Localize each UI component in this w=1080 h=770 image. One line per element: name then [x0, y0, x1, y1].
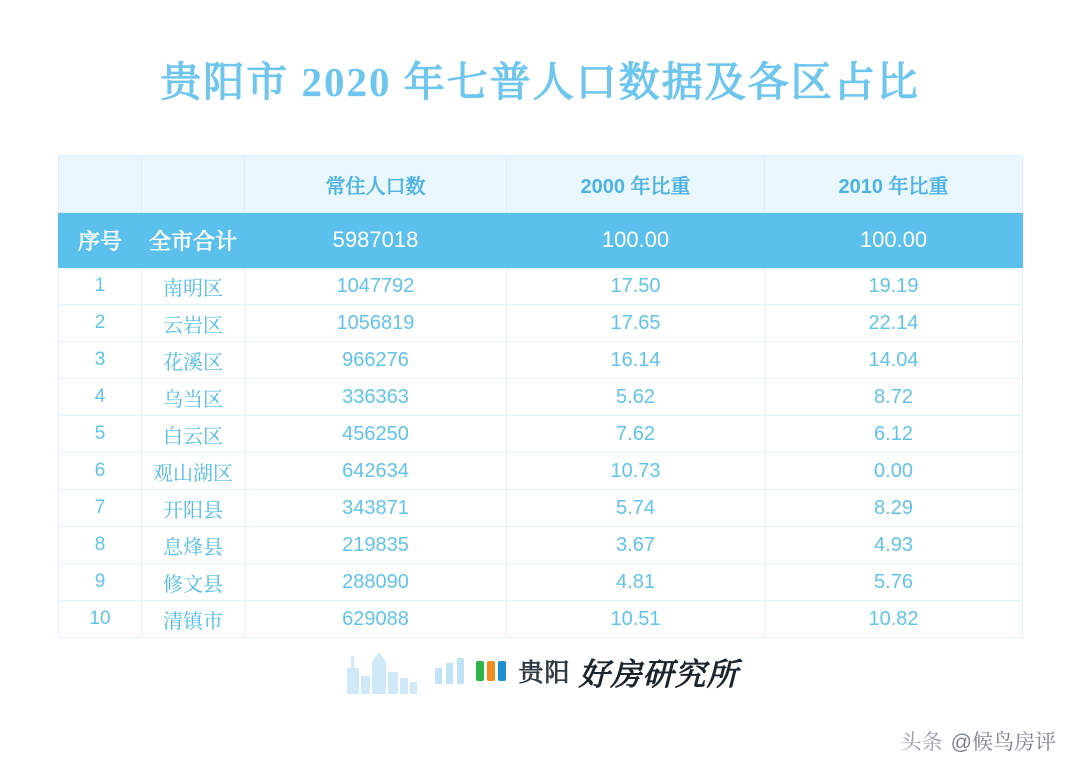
row-share-2000: 5.62	[507, 379, 765, 416]
row-index: 3	[59, 342, 142, 379]
row-population: 1056819	[245, 305, 507, 342]
total-share-2010: 100.00	[765, 213, 1023, 268]
brand-logo	[0, 648, 1080, 694]
table-row	[59, 601, 1023, 638]
row-district-name: 清镇市	[142, 601, 245, 638]
row-share-2010: 19.19	[765, 268, 1023, 305]
table-row	[59, 453, 1023, 490]
row-share-2010: 0.00	[765, 453, 1023, 490]
row-district-name: 白云区	[142, 416, 245, 453]
watermark	[901, 726, 1056, 756]
row-district-name: 乌当区	[142, 379, 245, 416]
row-share-2000: 10.51	[507, 601, 765, 638]
table-row	[59, 527, 1023, 564]
table-row	[59, 416, 1023, 453]
row-index: 4	[59, 379, 142, 416]
city-skyline-icon	[341, 648, 433, 694]
column-header-share-2000: 2000 年比重	[507, 156, 765, 213]
table-row	[59, 490, 1023, 527]
row-share-2000: 17.65	[507, 305, 765, 342]
table-row-total	[59, 213, 1023, 268]
row-district-name: 南明区	[142, 268, 245, 305]
header-row	[59, 156, 1023, 213]
total-share-2000: 100.00	[507, 213, 765, 268]
row-district-name: 修文县	[142, 564, 245, 601]
row-population: 966276	[245, 342, 507, 379]
column-header-share-2010: 2010 年比重	[765, 156, 1023, 213]
table-row	[59, 564, 1023, 601]
row-index: 8	[59, 527, 142, 564]
watermark-account: @候鸟房评	[950, 731, 1056, 754]
table-body	[59, 268, 1023, 638]
brand-name-label: 好房研究所	[578, 656, 739, 692]
row-index: 9	[59, 564, 142, 601]
column-header-blank-1	[59, 156, 142, 213]
row-share-2010: 4.93	[765, 527, 1023, 564]
row-share-2010: 10.82	[765, 601, 1023, 638]
row-district-name: 息烽县	[142, 527, 245, 564]
row-population: 456250	[245, 416, 507, 453]
column-header-blank-2	[142, 156, 245, 213]
row-share-2000: 5.74	[507, 490, 765, 527]
row-share-2000: 4.81	[507, 564, 765, 601]
row-population: 629088	[245, 601, 507, 638]
table-row	[59, 305, 1023, 342]
row-population: 336363	[245, 379, 507, 416]
table-total-body	[59, 213, 1023, 268]
table-row	[59, 379, 1023, 416]
row-population: 343871	[245, 490, 507, 527]
row-share-2000: 3.67	[507, 527, 765, 564]
row-district-name: 花溪区	[142, 342, 245, 379]
row-share-2000: 10.73	[507, 453, 765, 490]
row-population: 642634	[245, 453, 507, 490]
row-population: 288090	[245, 564, 507, 601]
row-district-name: 云岩区	[142, 305, 245, 342]
row-index: 10	[59, 601, 142, 638]
row-share-2000: 17.50	[507, 268, 765, 305]
column-header-population: 常住人口数	[245, 156, 507, 213]
row-share-2010: 8.29	[765, 490, 1023, 527]
row-index: 6	[59, 453, 142, 490]
row-population: 219835	[245, 527, 507, 564]
table-row	[59, 342, 1023, 379]
row-index: 5	[59, 416, 142, 453]
row-index: 7	[59, 490, 142, 527]
row-share-2000: 16.14	[507, 342, 765, 379]
accent-bars-icon	[435, 658, 464, 684]
row-share-2010: 6.12	[765, 416, 1023, 453]
population-table-container	[58, 155, 1022, 638]
row-share-2010: 5.76	[765, 564, 1023, 601]
table-header	[59, 156, 1023, 213]
row-share-2010: 14.04	[765, 342, 1023, 379]
brand-city-label: 贵阳	[518, 660, 571, 687]
table-row	[59, 268, 1023, 305]
page-title: 贵阳市 2020 年七普人口数据及各区占比	[160, 59, 920, 105]
row-share-2010: 22.14	[765, 305, 1023, 342]
row-share-2000: 7.62	[507, 416, 765, 453]
row-population: 1047792	[245, 268, 507, 305]
color-pills-icon	[476, 661, 506, 681]
row-share-2010: 8.72	[765, 379, 1023, 416]
population-table	[58, 155, 1023, 638]
row-district-name: 观山湖区	[142, 453, 245, 490]
total-name: 全市合计	[142, 213, 245, 268]
total-index-label: 序号	[59, 213, 142, 268]
row-index: 1	[59, 268, 142, 305]
row-district-name: 开阳县	[142, 490, 245, 527]
total-population: 5987018	[245, 213, 507, 268]
row-index: 2	[59, 305, 142, 342]
watermark-platform: 头条	[900, 731, 943, 754]
